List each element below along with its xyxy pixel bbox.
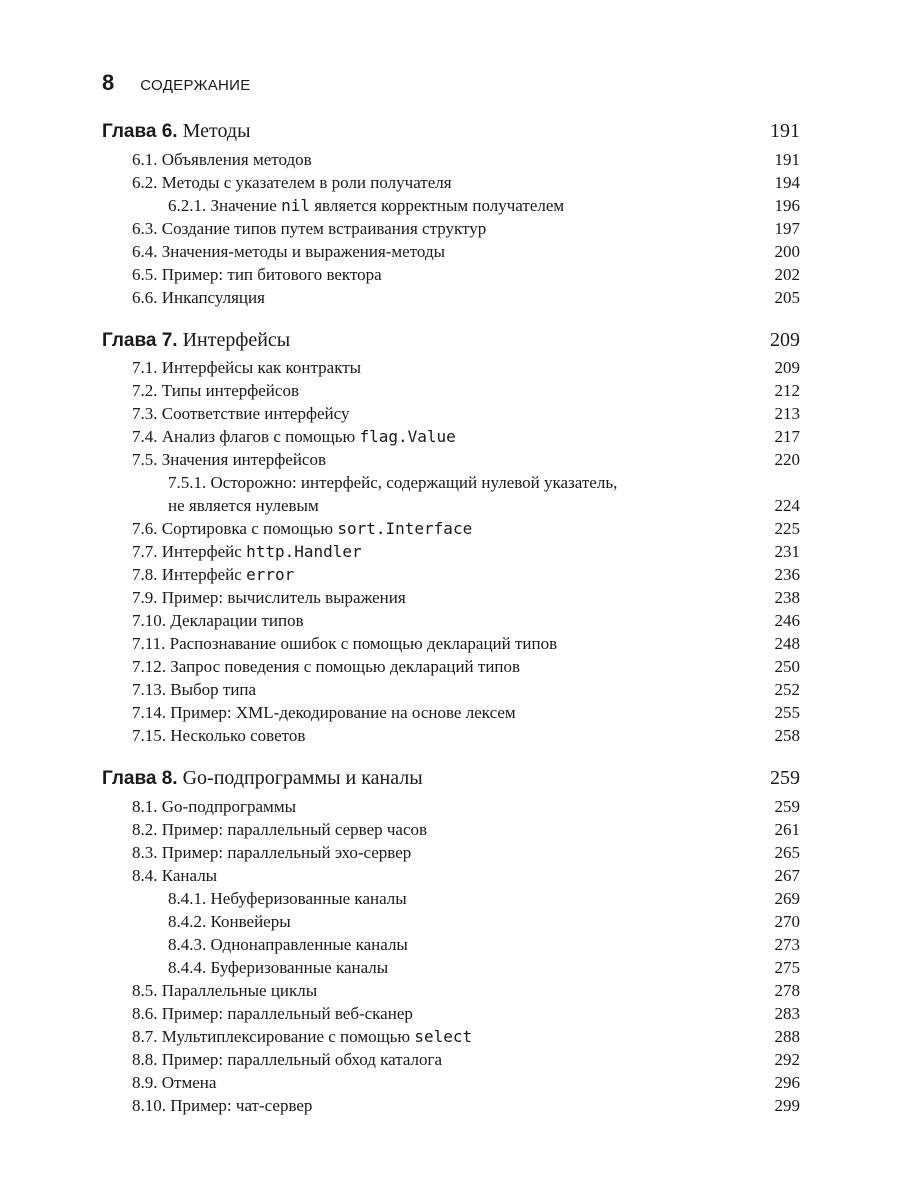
section-number: 7.11. <box>132 634 166 653</box>
section-text: Значения-методы и выражения-методы <box>161 242 446 261</box>
section-number: 7.15. <box>132 726 166 745</box>
page-ref: 212 <box>774 381 800 400</box>
entry-title <box>132 1094 312 1117</box>
page-ref: 273 <box>774 935 800 954</box>
section-number: 8.4.2. <box>168 912 207 931</box>
section-entry[interactable] <box>0 517 900 540</box>
section-entry[interactable] <box>0 724 900 747</box>
entry-title <box>132 517 472 540</box>
section-number: 7.14. <box>132 703 166 722</box>
entry-title <box>132 678 256 701</box>
section-number: 8.8. <box>132 1050 158 1069</box>
section-number: 8.7. <box>132 1027 158 1046</box>
page-ref: 283 <box>774 1004 800 1023</box>
code-identifier: select <box>414 1027 473 1046</box>
section-text: Значение <box>210 196 282 215</box>
section-entry[interactable] <box>0 263 900 286</box>
entry-title <box>102 327 290 354</box>
page-ref: 288 <box>774 1027 800 1046</box>
chapter-title: Go-подпрограммы и каналы <box>182 767 423 789</box>
section-text: Пример: параллельный сервер часов <box>161 820 428 839</box>
entry-title <box>132 540 362 563</box>
entry-title <box>132 632 557 655</box>
subsection-entry[interactable] <box>0 887 900 910</box>
chapter-label: Глава 6. <box>102 121 178 142</box>
section-number: 8.10. <box>132 1096 166 1115</box>
entry-title <box>132 217 486 240</box>
section-number: 8.2. <box>132 820 158 839</box>
entry-title <box>132 841 411 864</box>
section-entry[interactable] <box>0 1048 900 1071</box>
section-number: 7.8. <box>132 565 158 584</box>
section-number: 6.1. <box>132 150 158 169</box>
entry-title <box>168 956 388 979</box>
page-ref: 246 <box>774 611 800 630</box>
entry-title <box>168 887 407 910</box>
page-ref: 296 <box>774 1073 800 1092</box>
section-text: Мультиплексирование с помощью <box>161 1027 415 1046</box>
section-text: Соответствие интерфейсу <box>161 404 350 423</box>
section-entry[interactable] <box>0 701 900 724</box>
section-number: 7.7. <box>132 542 158 561</box>
entry-title <box>102 765 423 792</box>
section-number: 7.4. <box>132 427 158 446</box>
page-ref: 248 <box>774 634 800 653</box>
chapter-entry[interactable] <box>0 327 900 353</box>
section-text: Интерфейс <box>161 542 247 561</box>
section-text: Выбор типа <box>170 680 257 699</box>
chapter-title: Интерфейсы <box>182 329 291 351</box>
entry-title <box>168 910 291 933</box>
page-ref: 250 <box>774 657 800 676</box>
entry-title <box>132 402 349 425</box>
entry-title <box>132 1002 413 1025</box>
page-ref: 236 <box>774 565 800 584</box>
section-number: 6.6. <box>132 288 158 307</box>
chapter-title: Методы <box>182 120 251 142</box>
section-text: Конвейеры <box>210 912 291 931</box>
entry-title <box>132 818 427 841</box>
entry-title <box>132 655 520 678</box>
section-text: Декларации типов <box>170 611 304 630</box>
page-ref: 299 <box>774 1096 800 1115</box>
section-text: Инкапсуляция <box>161 288 265 307</box>
entry-title <box>168 494 319 517</box>
page-ref: 259 <box>774 797 800 816</box>
section-number: 8.5. <box>132 981 158 1000</box>
section-entry[interactable] <box>0 540 900 563</box>
entry-title <box>132 148 312 171</box>
section-number: 7.10. <box>132 611 166 630</box>
entry-title <box>168 471 617 494</box>
entry-title <box>132 979 317 1002</box>
entry-title <box>132 701 516 724</box>
section-text: Интерфейсы как контракты <box>161 358 362 377</box>
section-entry[interactable] <box>0 678 900 701</box>
code-identifier: error <box>246 565 295 584</box>
section-text: Go-подпрограммы <box>161 797 296 816</box>
page-ref: 261 <box>774 820 800 839</box>
section-text: Сортировка с помощью <box>161 519 338 538</box>
page-ref: 191 <box>774 150 800 169</box>
entry-title <box>132 563 294 586</box>
section-text: Пример: XML-декодирование на основе лексем <box>170 703 516 722</box>
entry-title <box>132 286 265 309</box>
page-ref: 213 <box>774 404 800 423</box>
section-number: 6.5. <box>132 265 158 284</box>
page-ref: 267 <box>774 866 800 885</box>
page-ref: 255 <box>774 703 800 722</box>
section-number: 7.6. <box>132 519 158 538</box>
page-number: 8 <box>102 70 115 95</box>
subsection-entry[interactable] <box>0 194 900 217</box>
section-entry[interactable] <box>0 425 900 448</box>
page-ref: 275 <box>774 958 800 977</box>
page-ref: 292 <box>774 1050 800 1069</box>
entry-title <box>132 356 361 379</box>
entry-title <box>132 379 299 402</box>
page-ref: 231 <box>774 542 800 561</box>
section-number: 7.2. <box>132 381 158 400</box>
page-ref: 209 <box>770 329 800 351</box>
section-text: Типы интерфейсов <box>161 381 299 400</box>
section-text: Запрос поведения с помощью деклараций типов <box>170 657 521 676</box>
section-text: Осторожно: интерфейс, содержащий нулевой указатель, <box>210 473 618 492</box>
page-ref: 200 <box>774 242 800 261</box>
section-text: Параллельные циклы <box>161 981 318 1000</box>
section-entry[interactable] <box>0 609 900 632</box>
code-identifier: sort.Interface <box>337 519 473 538</box>
section-entry[interactable] <box>0 841 900 864</box>
section-text: Пример: вычислитель выражения <box>161 588 406 607</box>
entry-title <box>132 240 445 263</box>
section-text: Пример: тип битового вектора <box>161 265 382 284</box>
section-text: Каналы <box>161 866 218 885</box>
entry-title <box>132 795 296 818</box>
section-number: 7.9. <box>132 588 158 607</box>
section-number: 7.12. <box>132 657 166 676</box>
section-number: 8.6. <box>132 1004 158 1023</box>
section-text: Анализ флагов с помощью <box>161 427 360 446</box>
section-number: 8.3. <box>132 843 158 862</box>
subsection-entry[interactable] <box>0 494 900 517</box>
page-ref: 259 <box>770 767 800 789</box>
chapter-label: Глава 8. <box>102 768 178 789</box>
section-number: 7.1. <box>132 358 158 377</box>
section-entry[interactable] <box>0 586 900 609</box>
section-entry[interactable] <box>0 171 900 194</box>
section-entry[interactable] <box>0 448 900 471</box>
subsection-entry[interactable] <box>0 933 900 956</box>
entry-title <box>132 1025 472 1048</box>
section-entry[interactable] <box>0 1094 900 1117</box>
entry-title <box>132 1048 442 1071</box>
page-ref: 270 <box>774 912 800 931</box>
section-text: Значения интерфейсов <box>161 450 326 469</box>
section-number: 8.9. <box>132 1073 158 1092</box>
section-text: Отмена <box>161 1073 217 1092</box>
section-text: Методы с указателем в роли получателя <box>161 173 452 192</box>
entry-title <box>132 1071 216 1094</box>
page-ref: 209 <box>774 358 800 377</box>
page-ref: 252 <box>774 680 800 699</box>
section-number: 6.2. <box>132 173 158 192</box>
section-entry[interactable] <box>0 563 900 586</box>
section-entry[interactable] <box>0 286 900 309</box>
subsection-entry[interactable] <box>0 956 900 979</box>
entry-title <box>132 425 456 448</box>
section-text: Распознавание ошибок с помощью деклараций типов <box>169 634 558 653</box>
section-number: 8.4.1. <box>168 889 207 908</box>
page-ref: 220 <box>774 450 800 469</box>
section-entry[interactable] <box>0 795 900 818</box>
section-number: 8.4.3. <box>168 935 207 954</box>
section-entry[interactable] <box>0 148 900 171</box>
section-entry[interactable] <box>0 402 900 425</box>
subsection-entry[interactable] <box>0 471 900 494</box>
code-identifier: http.Handler <box>246 542 362 561</box>
entry-title <box>132 609 304 632</box>
chapter-label: Глава 7. <box>102 330 178 351</box>
section-entry[interactable] <box>0 1002 900 1025</box>
section-text: Небуферизованные каналы <box>210 889 407 908</box>
section-number: 6.2.1. <box>168 196 207 215</box>
section-entry[interactable] <box>0 217 900 240</box>
page-ref: 269 <box>774 889 800 908</box>
entry-title <box>168 933 408 956</box>
section-text: не является нулевым <box>168 496 319 515</box>
section-number: 7.5.1. <box>168 473 207 492</box>
page-ref: 191 <box>770 120 800 142</box>
section-number: 7.13. <box>132 680 166 699</box>
entry-title <box>168 194 564 217</box>
subsection-entry[interactable] <box>0 910 900 933</box>
entry-title <box>132 864 217 887</box>
section-number: 7.5. <box>132 450 158 469</box>
section-text: Объявления методов <box>161 150 312 169</box>
section-text: Пример: параллельный веб-сканер <box>161 1004 413 1023</box>
section-entry[interactable] <box>0 356 900 379</box>
section-text: Пример: параллельный эхо-сервер <box>161 843 412 862</box>
page-ref: 238 <box>774 588 800 607</box>
running-title: СОДЕРЖАНИЕ <box>140 77 251 94</box>
entry-title <box>102 118 251 145</box>
page-ref: 265 <box>774 843 800 862</box>
page-ref: 197 <box>774 219 800 238</box>
section-number: 6.3. <box>132 219 158 238</box>
section-text: Создание типов путем встраивания структур <box>161 219 487 238</box>
section-text-tail: является корректным получателем <box>309 196 565 215</box>
section-entry[interactable] <box>0 1071 900 1094</box>
section-text: Интерфейс <box>161 565 247 584</box>
section-number: 6.4. <box>132 242 158 261</box>
page-ref: 224 <box>774 496 800 515</box>
page-ref: 225 <box>774 519 800 538</box>
section-entry[interactable] <box>0 1025 900 1048</box>
section-text: Однонаправленные каналы <box>210 935 408 954</box>
page-ref: 194 <box>774 173 800 192</box>
page-ref: 196 <box>774 196 800 215</box>
section-number: 8.1. <box>132 797 158 816</box>
entry-title <box>132 586 406 609</box>
section-text: Пример: параллельный обход каталога <box>161 1050 443 1069</box>
page-ref: 202 <box>774 265 800 284</box>
section-number: 7.3. <box>132 404 158 423</box>
section-number: 8.4. <box>132 866 158 885</box>
section-entry[interactable] <box>0 632 900 655</box>
section-entry[interactable] <box>0 864 900 887</box>
entry-title <box>132 448 326 471</box>
section-number: 8.4.4. <box>168 958 207 977</box>
section-text: Пример: чат-сервер <box>170 1096 313 1115</box>
code-identifier: nil <box>281 196 310 215</box>
page-ref: 258 <box>774 726 800 745</box>
chapter-entry[interactable] <box>0 118 900 144</box>
entry-title <box>132 724 305 747</box>
section-text: Буферизованные каналы <box>210 958 389 977</box>
page-ref: 278 <box>774 981 800 1000</box>
code-identifier: flag.Value <box>359 427 456 446</box>
section-entry[interactable] <box>0 655 900 678</box>
section-entry[interactable] <box>0 818 900 841</box>
entry-title <box>132 263 382 286</box>
entry-title <box>132 171 452 194</box>
section-entry[interactable] <box>0 240 900 263</box>
page-ref: 205 <box>774 288 800 307</box>
page-ref: 217 <box>774 427 800 446</box>
section-text: Несколько советов <box>170 726 306 745</box>
chapter-entry[interactable] <box>0 765 900 791</box>
section-entry[interactable] <box>0 379 900 402</box>
section-entry[interactable] <box>0 979 900 1002</box>
